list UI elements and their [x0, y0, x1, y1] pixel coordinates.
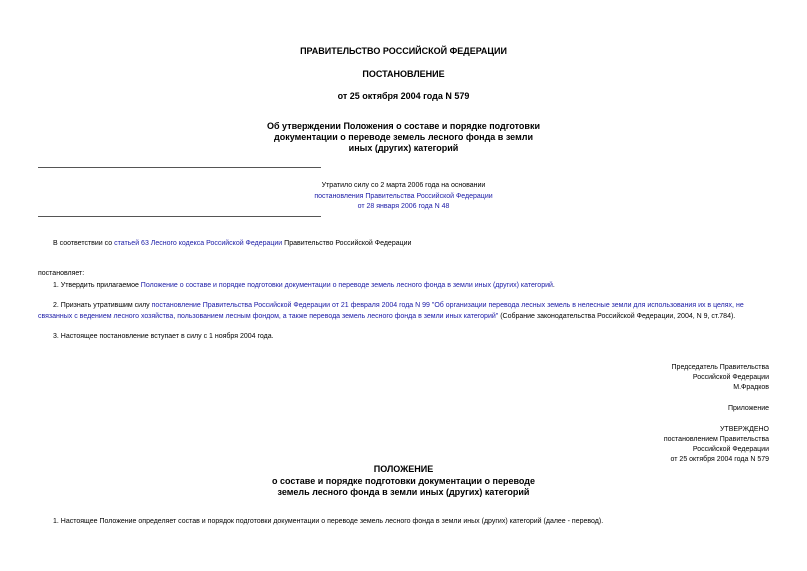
title-line: Об утверждении Положения о составе и порядке подготовки — [266, 121, 541, 131]
divider-top — [38, 167, 321, 168]
regulation-subtitle-line: земель лесного фонда в земли иных (других) категорий — [277, 487, 530, 497]
status-link[interactable]: постановления Правительства Российской Федерации — [314, 193, 493, 200]
item-2-text: 2. Признать утратившим силу — [53, 302, 152, 309]
signature-line: Российской Федерации — [692, 374, 769, 381]
item-2-cont — [38, 312, 735, 321]
signature-line: Председатель Правительства — [671, 364, 769, 371]
item-3: 3. Настоящее постановление вступает в силу с 1 ноября 2004 года. — [53, 333, 274, 340]
forest-code-link[interactable]: статьей 63 Лесного кодекса Российской Федерации — [114, 240, 283, 247]
divider-bottom — [38, 216, 321, 217]
repealed-decree-link-cont[interactable]: связанных с ведением лесного хозяйства, пользованием лесным фондом, а также перевода земель лесного фонда в земли иных категорий" — [38, 313, 499, 320]
title-line: документации о переводе земель лесного фонда в земли — [274, 132, 533, 142]
regulation-subtitle-line: о составе и порядке подготовки документации о переводе — [272, 476, 535, 486]
regulation-title: ПОЛОЖЕНИЕ — [373, 464, 434, 474]
approved-line: постановлением Правительства — [663, 436, 769, 443]
signature-name: М.Фрадков — [733, 384, 769, 391]
government-heading: ПРАВИТЕЛЬСТВО РОССИЙСКОЙ ФЕДЕРАЦИИ — [300, 46, 507, 56]
approved-line: Российской Федерации — [692, 446, 769, 453]
item-2 — [53, 301, 744, 310]
regulation-item-1: 1. Настоящее Положение определяет состав и порядок подготовки документации о переводе земель лесного фонда в земли иных (других) категорий (далее - перевод). — [53, 518, 604, 525]
item-2-end: (Собрание законодательства Российской Федерации, 2004, N 9, ст.784). — [498, 313, 736, 320]
item-1-end: . — [552, 282, 555, 289]
preamble — [53, 239, 411, 248]
title-line: иных (других) категорий — [348, 143, 459, 153]
preamble-text: В соответствии со — [53, 240, 115, 247]
signature-block — [672, 363, 769, 393]
repealed-decree-link[interactable]: постановление Правительства Российской Федерации от 21 февраля 2004 года N 99 "Об организации перевода лесных земель в нелесные земли для использования их в целях, не — [151, 302, 744, 309]
regulation-link[interactable]: Положение о составе и порядке подготовки документации о переводе земель лесного фонда в земли иных (других) категорий — [140, 282, 553, 289]
status-link-date[interactable]: от 28 января 2006 года N 48 — [357, 203, 450, 210]
item-1 — [53, 281, 555, 290]
status-note: Утратило силу со 2 марта 2006 года на основании — [321, 182, 486, 189]
preamble-text-end: Правительство Российской Федерации — [282, 240, 412, 247]
decree-word: постановляет: — [38, 270, 85, 277]
approved-line: от 25 октября 2004 года N 579 — [670, 456, 769, 463]
appendix-label: Приложение — [727, 405, 769, 412]
item-1-text: 1. Утвердить прилагаемое — [53, 282, 141, 289]
approved-line: УТВЕРЖДЕНО — [719, 426, 769, 433]
document-date: от 25 октября 2004 года N 579 — [337, 91, 470, 101]
approved-block — [664, 425, 769, 465]
document-type: ПОСТАНОВЛЕНИЕ — [362, 69, 445, 79]
